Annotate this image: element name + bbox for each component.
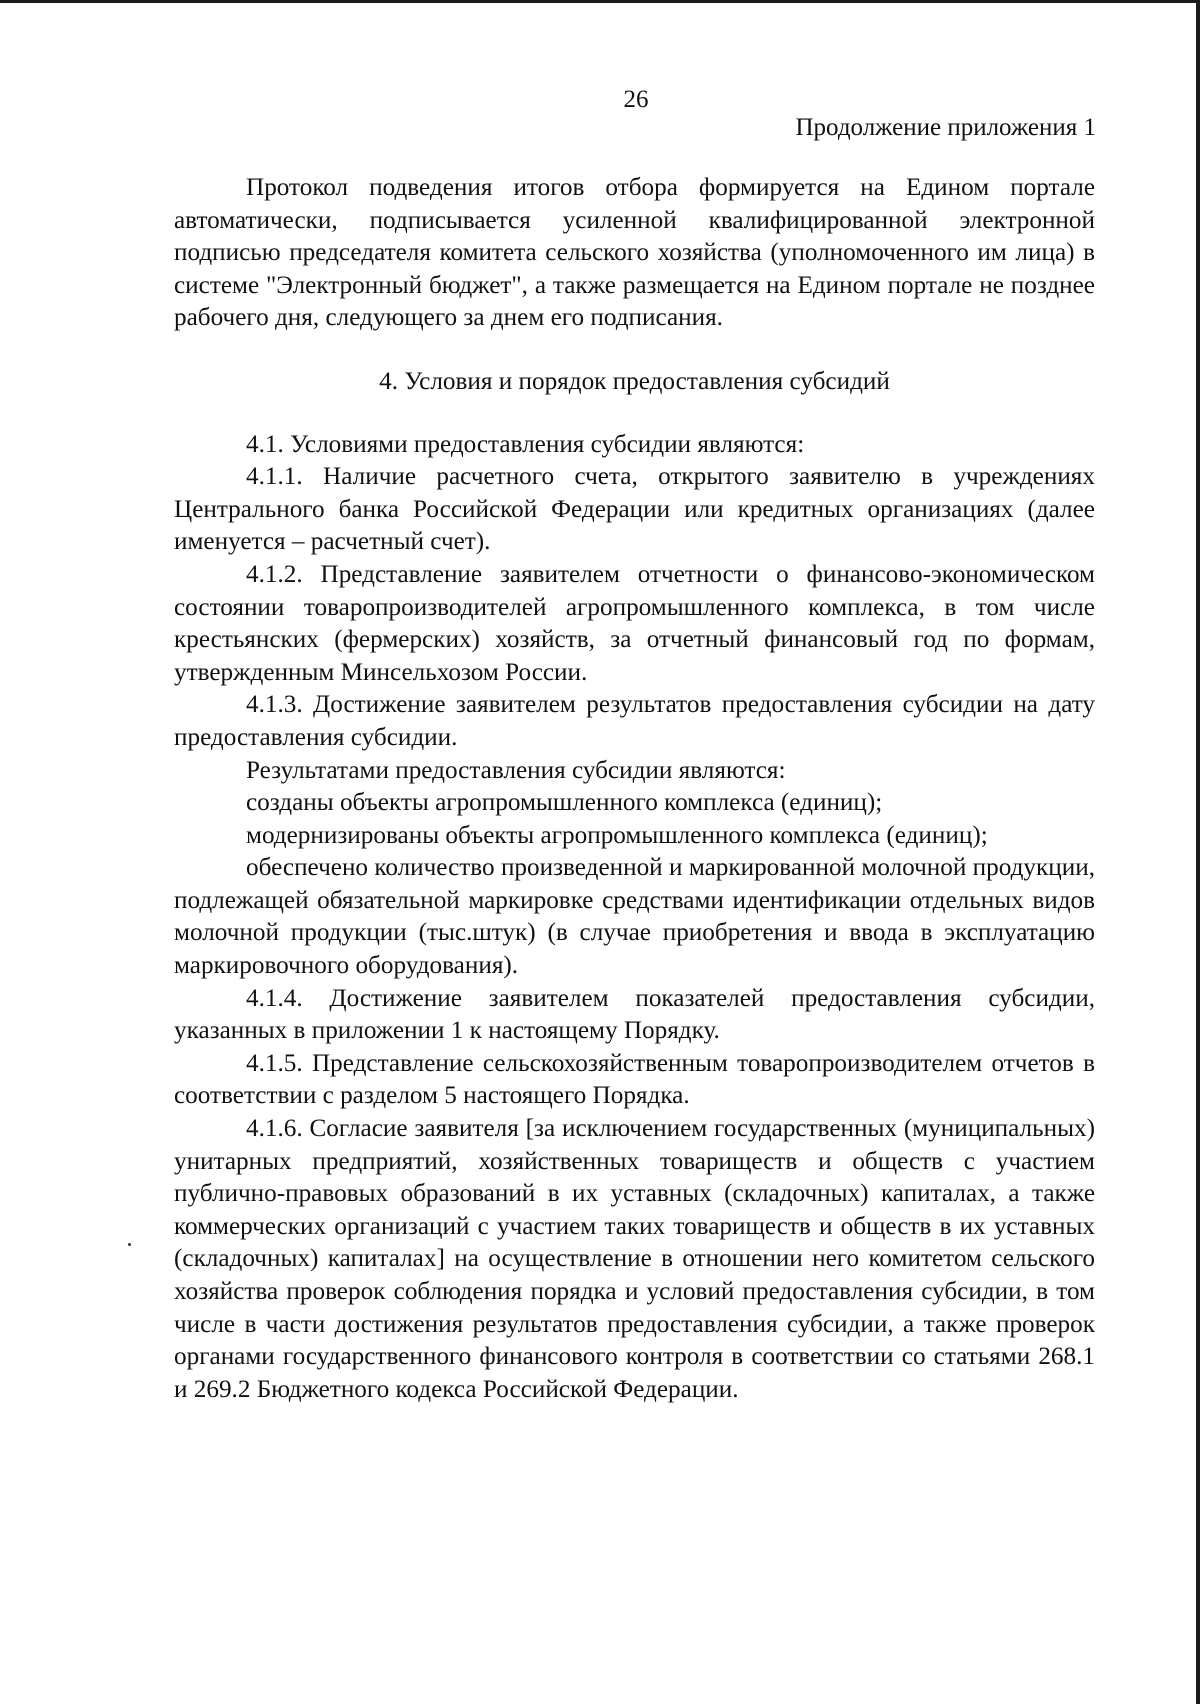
paragraph-result-1: созданы объекты агропромышленного комплекса (единиц); xyxy=(246,789,883,817)
scan-artifact-dot xyxy=(128,1243,131,1246)
paragraph-4-1-1: 4.1.1. Наличие расчетного счета, открытого заявителю в учреждениях Центрального банка Российской Федерации или кредитных организациях (далее именуется – расчетный счет). xyxy=(174,463,1095,556)
appendix-continuation-note: Продолжение приложения 1 xyxy=(795,114,1096,141)
document-body xyxy=(174,172,1095,1406)
paragraph-result-3: обеспечено количество произведенной и маркированной молочной продукции, подлежащей обязательной маркировке средствами идентификации отдельных видов молочной продукции (тыс.штук) (в случае приобретения и ввода в эксплуатацию маркировочного оборудования). xyxy=(174,854,1095,980)
paragraph-4-1: 4.1. Условиями предоставления субсидии являются: xyxy=(246,430,805,458)
paragraph-4-1-2: 4.1.2. Представление заявителем отчетности о финансово-экономическом состоянии товаропроизводителей агропромышленного комплекса, в том числе крестьянских (фермерских) хозяйств, за отчетный финансовый год по формам, утвержденным Минсельхозом России. xyxy=(174,560,1095,686)
section-title: 4. Условия и порядок предоставления субсидий xyxy=(379,367,890,395)
scan-edge-top xyxy=(0,0,1200,3)
paragraph-results-intro: Результатами предоставления субсидии являются: xyxy=(246,756,786,784)
paragraph-4-1-6: 4.1.6. Согласие заявителя [за исключением государственных (муниципальных) унитарных предприятий, хозяйственных товариществ и обществ с участием публично-правовых образований в их уставных (складочных) капиталах, а также коммерческих организаций с участием таких товариществ и обществ в их уставных (складочных) капиталах] на осуществление в отношении него комитетом сельского хозяйства проверок соблюдения порядка и условий предоставления субсидии, в том числе в части достижения результатов предоставления субсидии, а также проверок органами государственного финансового контроля в соответствии со статьями 268.1 и 269.2 Бюджетного кодекса Российской Федерации. xyxy=(174,1115,1095,1403)
paragraph-4-1-4: 4.1.4. Достижение заявителем показателей предоставления субсидии, указанных в приложении 1 к настоящему Порядку. xyxy=(174,984,1095,1045)
paragraph-protocol: Протокол подведения итогов отбора формируется на Едином портале автоматически, подписывается усиленной квалифицированной электронной подписью председателя комитета сельского хозяйства (уполномоченного им лица) в системе "Электронный бюджет", а также размещается на Едином портале не позднее рабочего дня, следующего за днем его подписания. xyxy=(174,174,1095,332)
paragraph-4-1-3: 4.1.3. Достижение заявителем результатов предоставления субсидии на дату предоставления субсидии. xyxy=(174,691,1095,751)
page-number: 26 xyxy=(623,86,649,113)
paragraph-result-2: модернизированы объекты агропромышленного комплекса (единиц); xyxy=(246,821,988,849)
scan-edge-right xyxy=(1196,0,1200,1704)
paragraph-4-1-5: 4.1.5. Представление сельскохозяйственным товаропроизводителем отчетов в соответствии с разделом 5 настоящего Порядка. xyxy=(174,1049,1095,1110)
